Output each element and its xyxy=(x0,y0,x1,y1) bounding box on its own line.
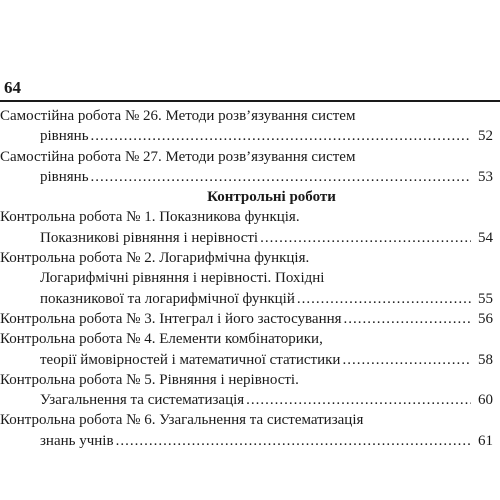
dot-leader xyxy=(116,431,471,451)
toc-entry-text: Контрольна робота № 6. Узагальнення та систематизація xyxy=(0,412,364,429)
toc-page-number: 52 xyxy=(478,128,493,145)
toc-entry-line xyxy=(0,228,493,248)
toc-page-number: 54 xyxy=(478,229,493,246)
toc-entry-text: рівнянь xyxy=(40,168,89,185)
toc-entry-line xyxy=(0,207,493,227)
header-rule xyxy=(0,100,500,102)
toc-entry-text: Самостійна робота № 26. Методи розв’язування систем xyxy=(0,108,356,124)
toc-entry-text: показникової та логарифмічної функцій xyxy=(40,290,295,307)
toc-entry-text: Контрольна робота № 3. Інтеграл і його застосування xyxy=(0,310,342,327)
page-number: 64 xyxy=(4,78,21,97)
toc-entry-line xyxy=(0,147,493,167)
toc-page-number: 58 xyxy=(478,351,493,368)
dot-leader xyxy=(297,289,471,309)
toc-entry-text: Контрольна робота № 4. Елементи комбінаторики, xyxy=(0,331,323,348)
toc-entry-text: Показникові рівняння і нерівності xyxy=(40,229,259,246)
toc-page-number: 60 xyxy=(478,392,493,409)
dot-leader xyxy=(260,228,471,248)
toc-entry-line xyxy=(0,370,493,390)
table-of-contents xyxy=(0,106,493,451)
toc-entry-line xyxy=(0,390,493,410)
toc-entry-line xyxy=(0,126,493,146)
toc-entry-line xyxy=(0,350,493,370)
toc-entry-line xyxy=(0,268,493,288)
toc-entry-line xyxy=(0,167,493,187)
dot-leader xyxy=(91,167,471,187)
toc-entry-text: теорії ймовірностей і математичної статистики xyxy=(40,351,341,368)
toc-entry-text: Контрольна робота № 1. Показникова функція. xyxy=(0,209,300,226)
toc-entry-text: рівнянь xyxy=(40,128,89,145)
dot-leader xyxy=(91,126,471,146)
toc-entry-text: Логарифмічні рівняння і нерівності. Похідні xyxy=(40,270,325,287)
toc-entry-line xyxy=(0,410,493,430)
toc-entry-text: Контрольна робота № 2. Логарифмічна функція. xyxy=(0,250,310,267)
toc-page-number: 55 xyxy=(478,290,493,307)
toc-entry-line xyxy=(0,289,493,309)
dot-leader xyxy=(246,390,471,410)
toc-page-number: 56 xyxy=(478,310,493,327)
dot-leader xyxy=(342,350,471,370)
toc-entry-text: Самостійна робота № 27. Методи розв’язування систем xyxy=(0,148,356,165)
toc-entry-text: Узагальнення та систематизація xyxy=(40,392,245,409)
toc-entry-line xyxy=(0,106,493,126)
toc-entry-line xyxy=(0,431,493,451)
toc-page-number: 61 xyxy=(478,432,493,449)
toc-entry-line xyxy=(0,248,493,268)
toc-entry-text: Контрольна робота № 5. Рівняння і нерівності. xyxy=(0,371,299,388)
toc-entry-line xyxy=(0,309,493,329)
toc-page-number: 53 xyxy=(478,168,493,185)
dot-leader xyxy=(344,309,471,329)
toc-entry-text: знань учнів xyxy=(40,432,114,449)
section-heading: Контрольні роботи xyxy=(207,189,336,206)
toc-entry-line xyxy=(0,329,493,349)
